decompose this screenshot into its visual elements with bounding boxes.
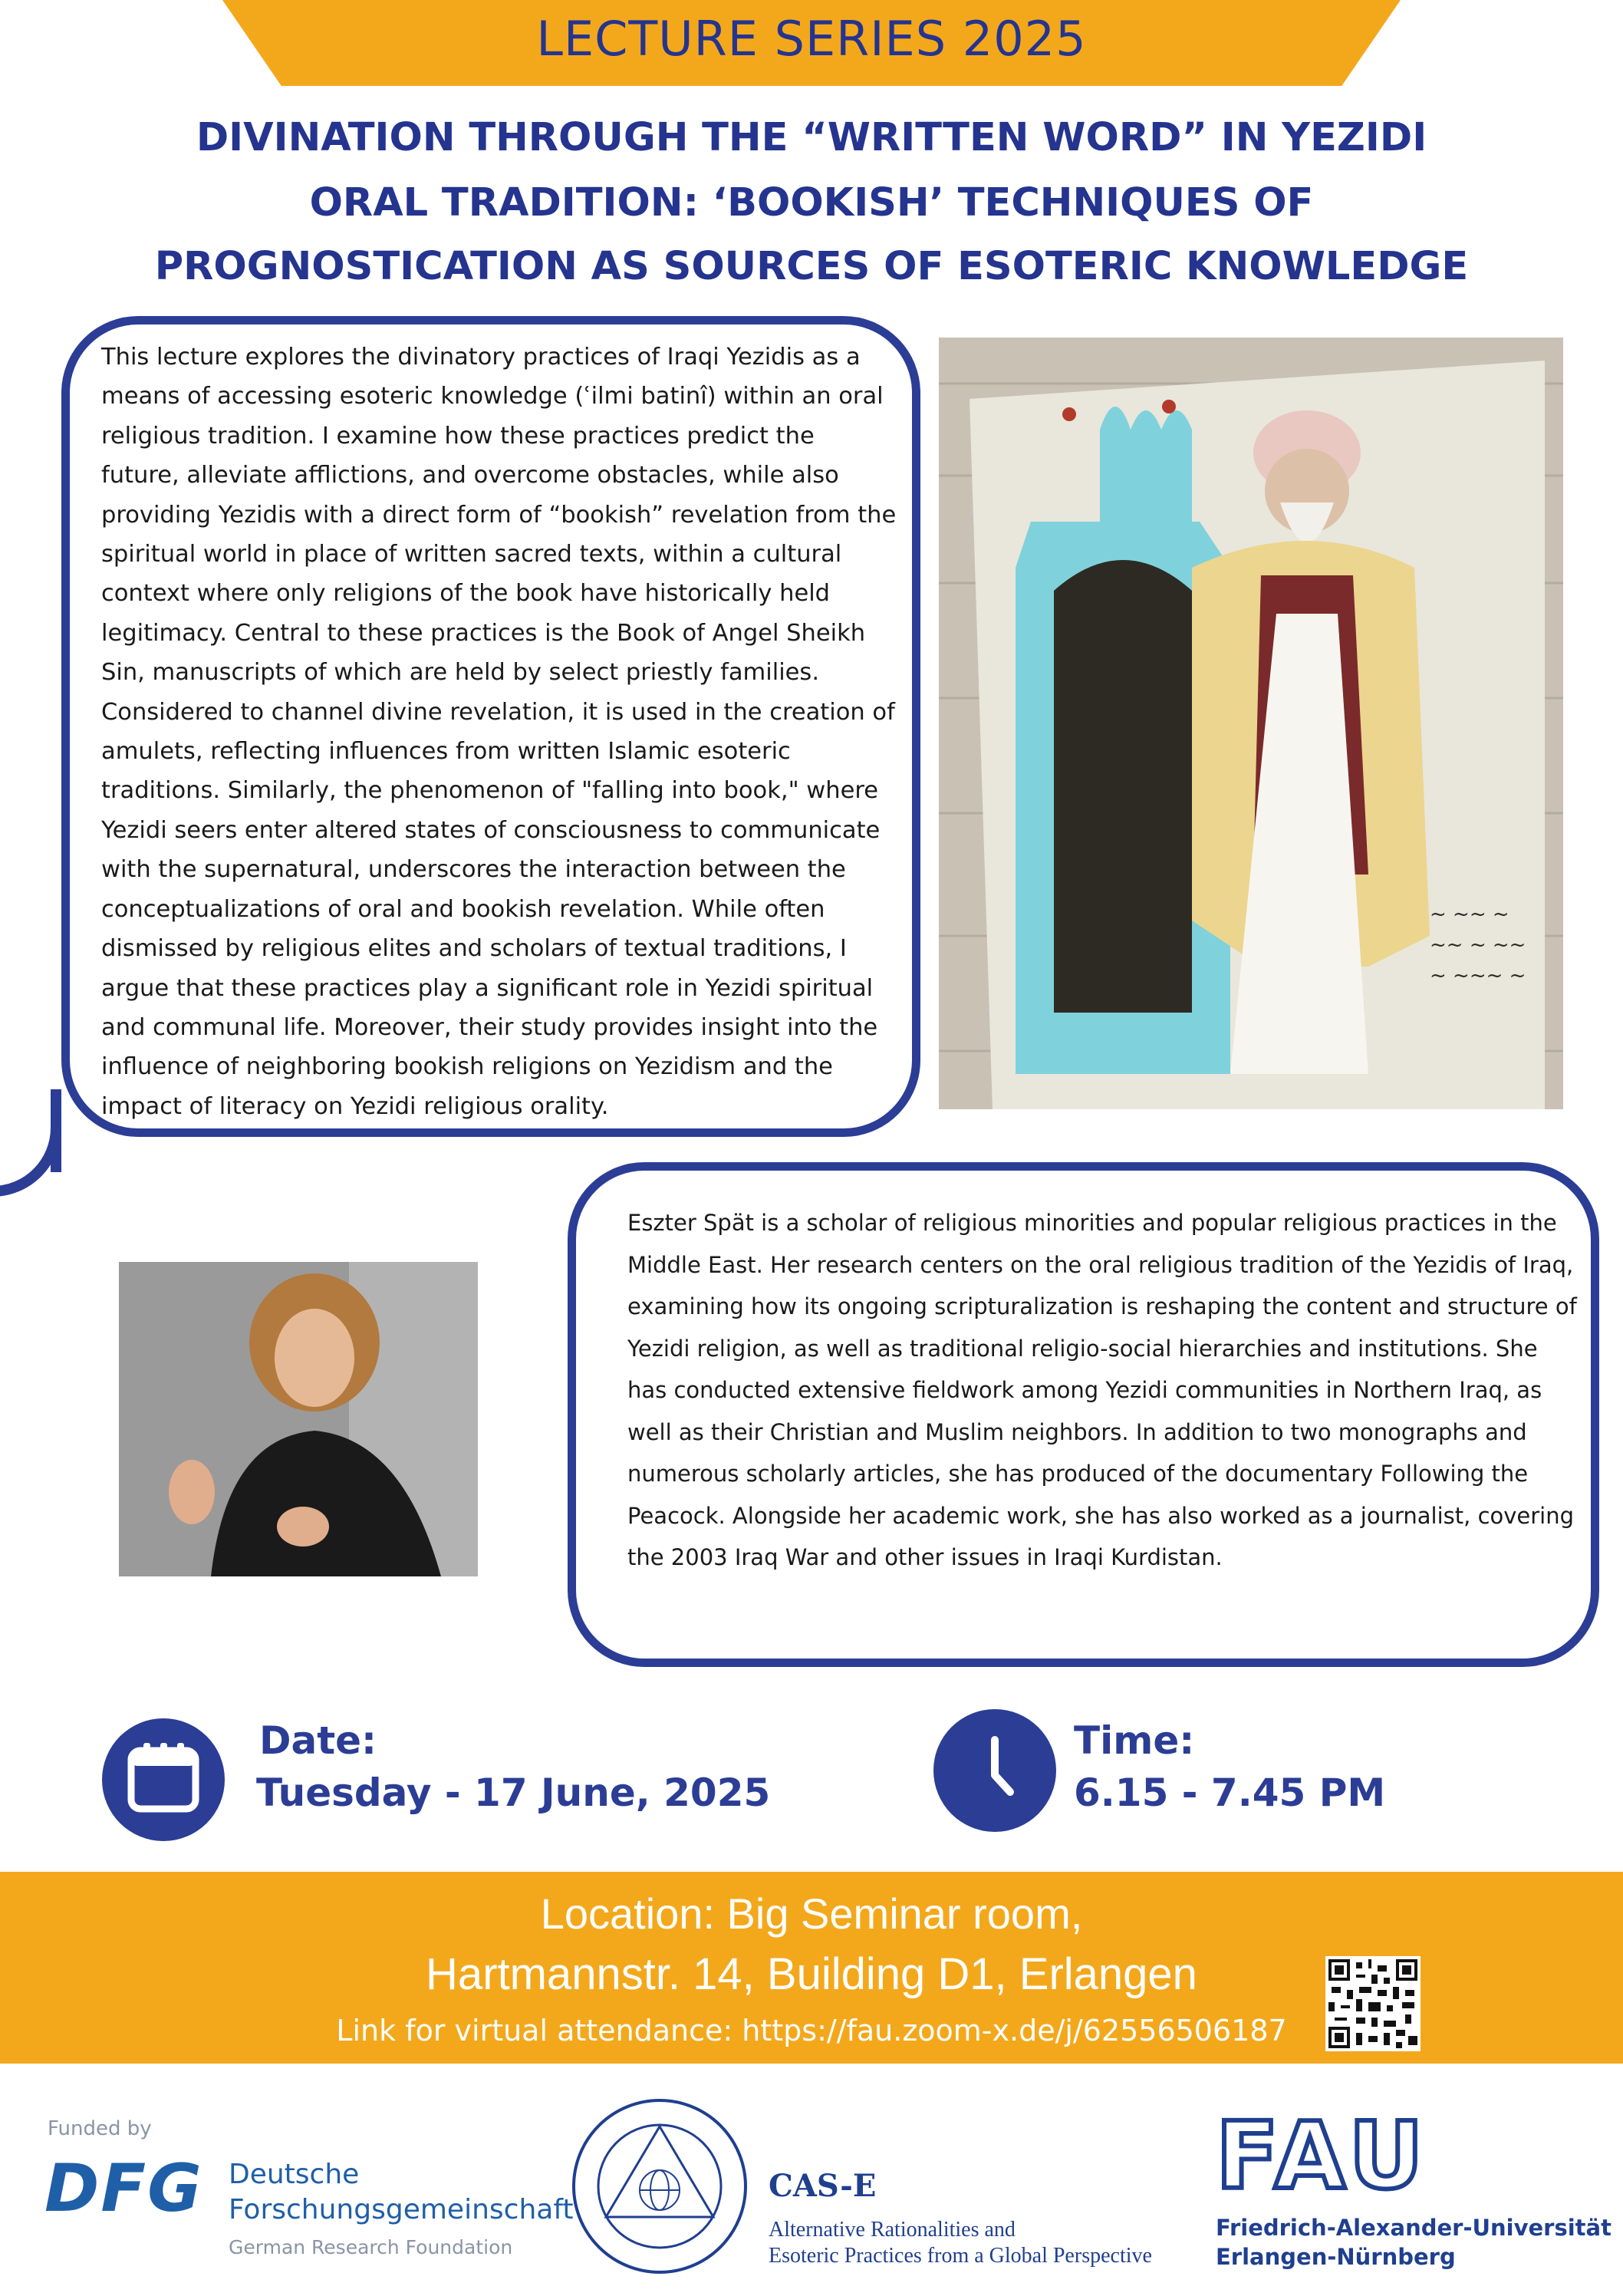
- dfg-logo: DFG: [44, 2150, 203, 2227]
- dfg-name-line-2: Forschungsgemeinschaft: [229, 2194, 574, 2225]
- lecture-title-line-3: PROGNOSTICATION AS SOURCES OF ESOTERIC KNOWLEDGE: [154, 244, 1469, 289]
- fau-name-line-1: Friedrich-Alexander-Universität: [1216, 2215, 1611, 2241]
- calendar-icon-circle: [102, 1718, 225, 1841]
- painting-photo: [939, 338, 1563, 1109]
- location-line-2: Hartmannstr. 14, Building D1, Erlangen: [426, 1949, 1197, 1999]
- portrait-illustration: [119, 1262, 478, 1576]
- lecture-title-line-1: DIVINATION THROUGH THE “WRITTEN WORD” IN YEZIDI: [196, 115, 1427, 160]
- cas-e-seal-logo: [568, 2094, 752, 2278]
- time-label: Time:: [1074, 1718, 1195, 1763]
- virtual-attendance-link[interactable]: Link for virtual attendance: https://fau.zoom-x.de/j/62556506187: [336, 2014, 1287, 2047]
- speaker-bio: Eszter Spät is a scholar of religious minorities and popular religious practices in the Middle East. Her research centers on the oral religious tradition of the Yezidis of Iraq, examining how its ongoing scripturalization is reshaping the content and structure of Yezidi religion, as well as traditional religio-social hierarchies and institutions. She has conducted extensive fieldwork among Yezidi communities in Northern Iraq, as well as their Christian and Muslim neighbors. In addition to two monographs and numerous scholarly articles, she has produced of the documentary Following the Peacock. Alongside her academic work, she has also worked as a journalist, covering the 2003 Iraq War and other issues in Iraqi Kurdistan.: [627, 1210, 1577, 1570]
- lecture-title-line-2: ORAL TRADITION: ‘BOOKISH’ TECHNIQUES OF: [309, 180, 1314, 226]
- qr-code-icon: [1325, 1956, 1421, 2051]
- svg-text:~ ~~~ ~: ~ ~~~ ~: [1430, 964, 1526, 987]
- dfg-name: [229, 2157, 573, 2228]
- cas-e-seal: [568, 2094, 752, 2278]
- qr-code[interactable]: [1325, 1956, 1421, 2051]
- cas-e-acronym: CAS-E: [769, 2168, 877, 2204]
- time-value: 6.15 - 7.45 PM: [1074, 1771, 1386, 1815]
- svg-text:~~ ~ ~~: ~~ ~ ~~: [1430, 934, 1526, 957]
- calendar-icon: [102, 1718, 225, 1841]
- clock-icon: [933, 1709, 1056, 1832]
- date-value: Tuesday - 17 June, 2025: [256, 1771, 771, 1815]
- date-label: Date:: [259, 1718, 377, 1763]
- funded-by-label: Funded by: [48, 2117, 152, 2140]
- dfg-english-name: German Research Foundation: [229, 2236, 513, 2258]
- fau-name: [1216, 2213, 1611, 2271]
- dfg-name-line-1: Deutsche: [229, 2159, 360, 2190]
- fau-name-line-2: Erlangen-Nürnberg: [1216, 2244, 1456, 2270]
- svg-text:~ ~~ ~: ~ ~~ ~: [1430, 903, 1509, 926]
- fau-logo-mark: FAU: [1216, 2103, 1430, 2210]
- speaker-portrait: [119, 1262, 478, 1576]
- series-title: LECTURE SERIES 2025: [536, 11, 1087, 67]
- cas-e-name-line-2: Esoteric Practices from a Global Perspective: [769, 2244, 1152, 2268]
- cas-e-name-line-1: Alternative Rationalities and: [769, 2218, 1016, 2242]
- abstract-text: This lecture explores the divinatory practices of Iraqi Yezidis as a means of accessing esoteric knowledge (ʿilmi batinî) within an oral religious tradition. I examine how these practices predict the future, alleviate afflictions, and overcome obstacles, while also providing Yezidis with a direct form of “bookish” revelation from the spiritual world in place of written sacred texts, within a cultural context where only religions of the book have historically held legitimacy. Central to these practices is the Book of Angel Sheikh Sin, manuscripts of which are held by select priestly families. Considered to channel divine revelation, it is used in the creation of amulets, reflecting influences from written Islamic esoteric traditions. Similarly, the phenomenon of "falling into book," where Yezidi seers enter altered states of consciousness to communicate with the supernatural, underscores the interaction between the conceptualizations of oral and bookish revelation. While often dismissed by religious elites and scholars of textual traditions, I argue that these practices play a significant role in Yezidi spiritual and communal life. Moreover, their study provides insight into the influence of neighboring bookish religions on Yezidism and the impact of literacy on Yezidi religious orality.: [101, 344, 897, 1120]
- location-line-1: Location: Big Seminar room,: [540, 1889, 1083, 1938]
- painting-illustration: [939, 338, 1563, 1109]
- fau-logo: [1216, 2103, 1430, 2210]
- cas-e-name: [769, 2217, 1152, 2269]
- abstract-frame-curl: [0, 1105, 61, 1197]
- clock-icon-circle: [933, 1709, 1056, 1832]
